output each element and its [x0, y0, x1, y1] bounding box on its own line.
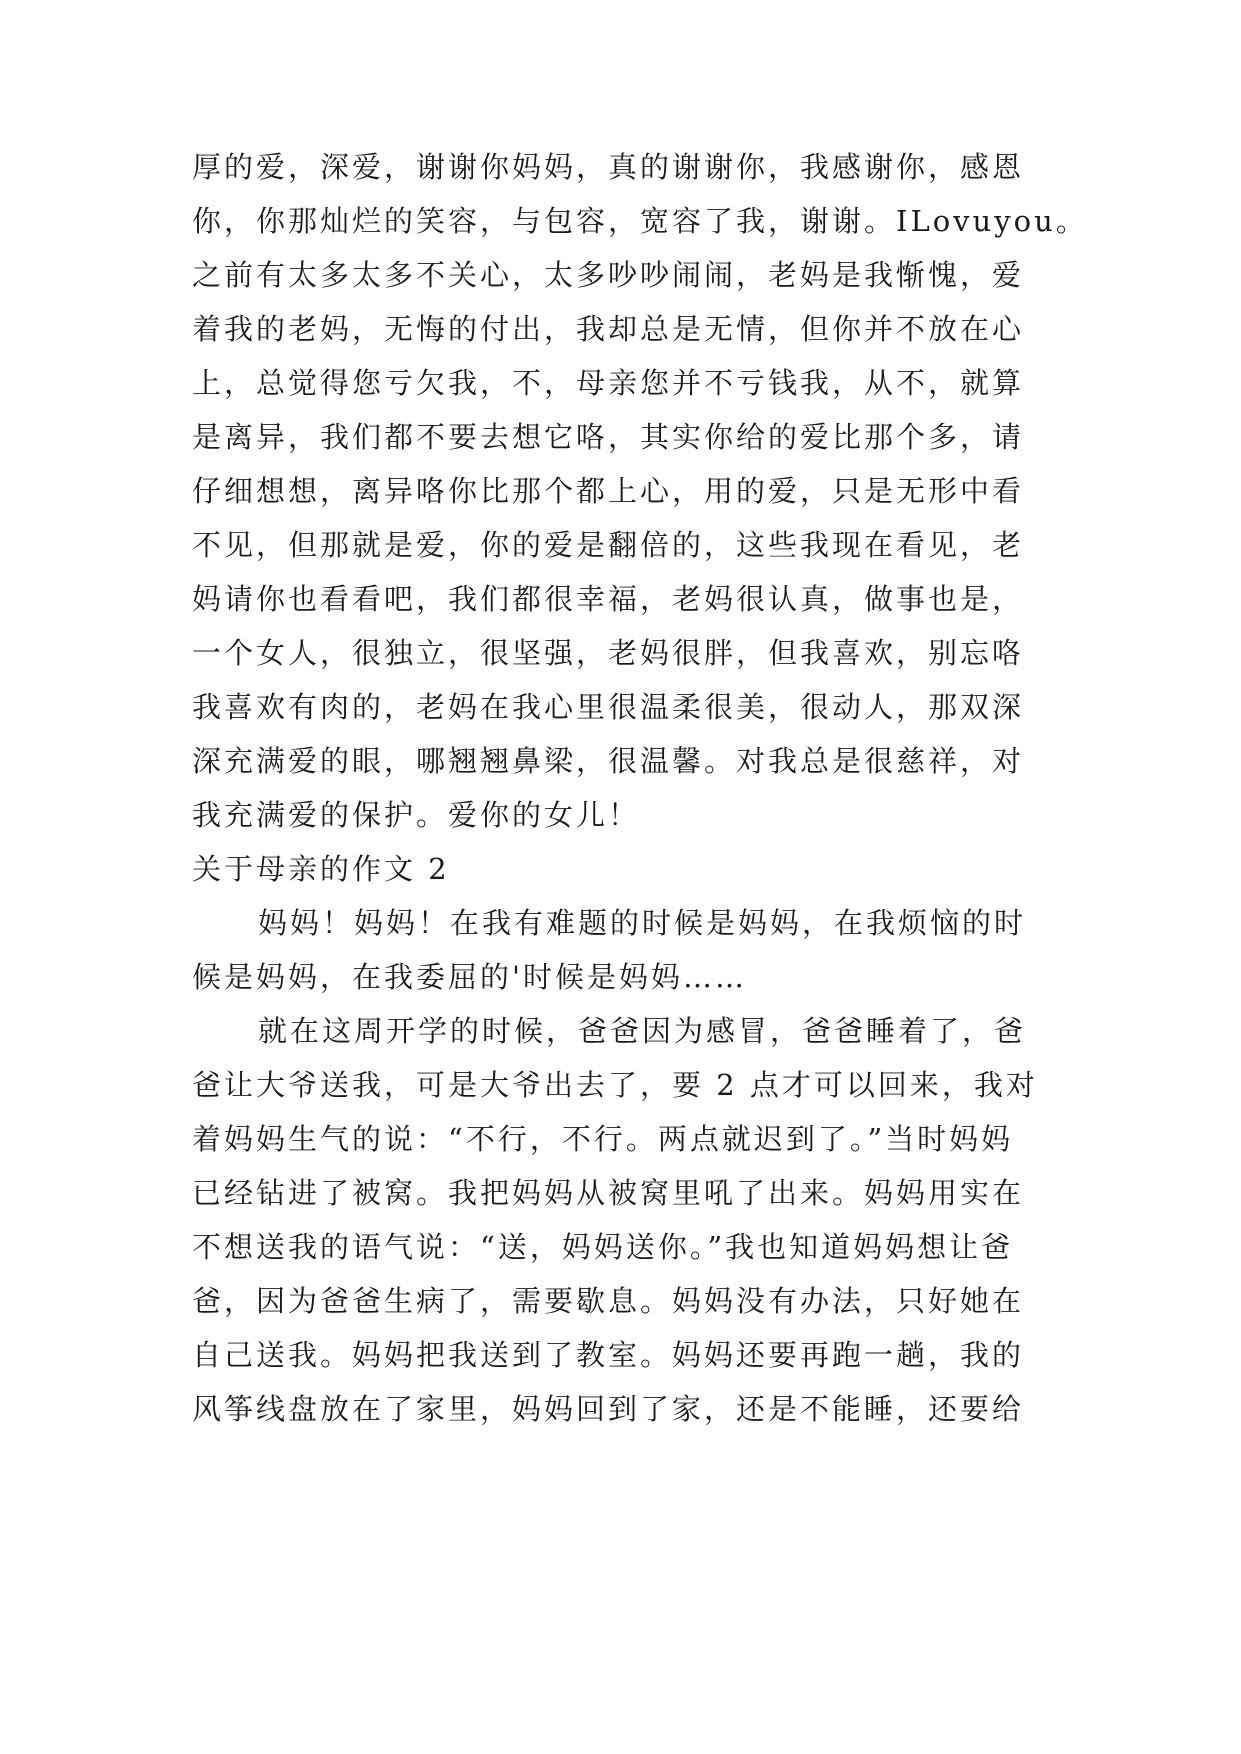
- text-line: 上，总觉得您亏欠我，不，母亲您并不亏钱我，从不，就算: [192, 366, 1025, 400]
- text-line: 已经钻进了被窝。我把妈妈从被窝里吼了出来。妈妈用实在: [192, 1176, 1025, 1210]
- text-line: 爸让大爷送我，可是大爷出去了，要 2 点才可以回来，我对: [192, 1068, 1038, 1102]
- text-line: 妈妈！妈妈！在我有难题的时候是妈妈，在我烦恼的时: [258, 906, 1027, 940]
- text-line: 是离异，我们都不要去想它咯，其实你给的爱比那个多，请: [192, 420, 1025, 454]
- text-line: 爸，因为爸爸生病了，需要歇息。妈妈没有办法，只好她在: [192, 1284, 1025, 1318]
- text-line: 着我的老妈，无悔的付出，我却总是无情，但你并不放在心: [192, 312, 1025, 346]
- text-line: 自己送我。妈妈把我送到了教室。妈妈还要再跑一趟，我的: [192, 1338, 1025, 1372]
- text-line: 风筝线盘放在了家里，妈妈回到了家，还是不能睡，还要给: [192, 1392, 1025, 1426]
- text-line: 之前有太多太多不关心，太多吵吵闹闹，老妈是我惭愧，爱: [192, 258, 1025, 292]
- text-line: 我充满爱的保护。爱你的女儿！: [192, 798, 641, 832]
- text-line: 我喜欢有肉的，老妈在我心里很温柔很美，很动人，那双深: [192, 690, 1025, 724]
- text-line: 一个女人，很独立，很坚强，老妈很胖，但我喜欢，别忘咯: [192, 636, 1025, 670]
- text-line: 仔细想想，离异咯你比那个都上心，用的爱，只是无形中看: [192, 474, 1025, 508]
- text-line: 不见，但那就是爱，你的爱是翻倍的，这些我现在看见，老: [192, 528, 1025, 562]
- text-line: 不想送我的语气说：“送，妈妈送你。”我也知道妈妈想让爸: [192, 1230, 1014, 1264]
- text-line: 妈请你也看看吧，我们都很幸福，老妈很认真，做事也是，: [192, 582, 1025, 616]
- text-line: 深充满爱的眼，哪翘翘鼻梁，很温馨。对我总是很慈祥，对: [192, 744, 1025, 778]
- section-heading: 关于母亲的作文 2: [192, 852, 450, 886]
- text-line: 着妈妈生气的说：“不行，不行。两点就迟到了。”当时妈妈: [192, 1122, 1014, 1156]
- text-line: 你，你那灿烂的笑容，与包容，宽容了我，谢谢。ILovuyou。: [192, 204, 1088, 238]
- text-line: 候是妈妈，在我委屈的'时候是妈妈……: [192, 960, 747, 994]
- text-line: 就在这周开学的时候，爸爸因为感冒，爸爸睡着了，爸: [258, 1014, 1027, 1048]
- text-line: 厚的爱，深爱，谢谢你妈妈，真的谢谢你，我感谢你，感恩: [192, 150, 1025, 184]
